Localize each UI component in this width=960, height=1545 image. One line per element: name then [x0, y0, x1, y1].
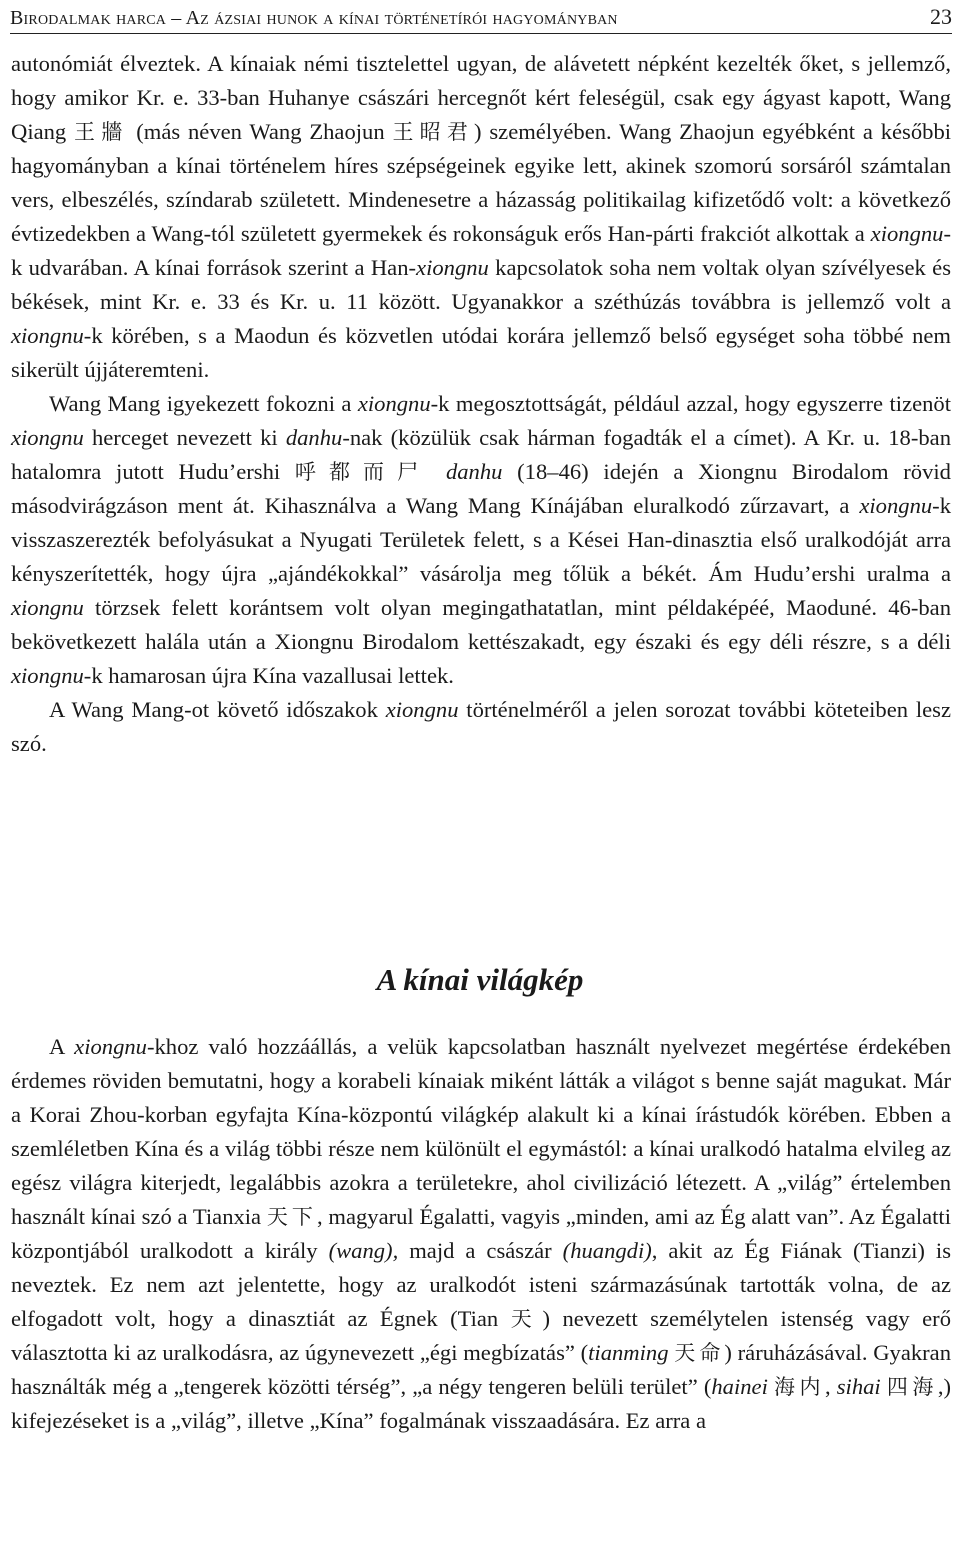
running-title: Birodalmak harca – Az ázsiai hunok a kínai történetírói hagyományban: [10, 7, 618, 29]
body-text: [11, 47, 951, 761]
page-number: 23: [930, 4, 952, 29]
chinese-characters: 海内: [774, 1375, 825, 1399]
italic-term: xiongnu: [357, 391, 431, 416]
paragraph: autonómiát élveztek. A kínaiak némi tisztelettel ugyan, de alávetett népként kezelték őket, s jellemző, hogy amikor Kr. e. 33-ban Huhanye császári hercegnőt kért feleségül, csak egy ágyast kapott, Wang Qiang 王牆 (más néven Wang Zhaojun 王昭君) személyében. Wang Zhaojun egyébként a későbbi hagyományban a kínai történelem híres szépségeinek egyike lett, akinek szomorú sorsáról számtalan vers, elbeszélés, színdarab született. Mindenesetre a házasság politikailag kifizetődő volt: a következő évtizedekben a Wang-tól született gyermekek és rokonságuk erős Han-párti frakciót alkottak a xiongnu-k udvarában. A kínai források szerint a Han-xiongnu kapcsolatok soha nem voltak olyan szívélyesek és békések, mint Kr. e. 33 és Kr. u. 11 között. Ugyanakkor a széthúzás továbbra is jellemző volt a xiongnu-k körében, s a Maodun és közvetlen utódai korára jellemző belső egységet soha többé nem sikerült újjáteremteni.: [11, 51, 952, 382]
italic-term: danhu: [445, 459, 503, 484]
italic-term: xiongnu: [74, 1034, 147, 1059]
italic-term: hainei: [711, 1374, 768, 1399]
chinese-characters: 天下: [266, 1205, 317, 1229]
chinese-characters: 天命: [674, 1341, 725, 1365]
italic-term: xiongnu: [385, 697, 459, 722]
running-header: [10, 2, 952, 34]
chinese-characters: 四海: [886, 1375, 938, 1399]
italic-term: (huangdi): [562, 1238, 652, 1263]
italic-term: xiongnu: [859, 493, 933, 518]
paragraph: A xiongnu-khoz való hozzáállás, a velük kapcsolatban használt nyelvezet megértése érdekében érdemes röviden bemutatni, hogy a korabeli kínaiak miként látták a világot s benne saját magukat. Már a Korai Zhou-korban egyfajta Kína-központú világkép alakult ki a kínai írástudók körében. Ebben a szemléletben Kína és a világ többi része nem különült el egymástól: a kínai uralkodó hatalma elvileg az egész világra kiterjedt, legalábbis azokra a területekre, ahol civilizáció létezett. A „világ” értelemben használt kínai szó a Tianxia 天下, magyarul Égalatti, vagyis „minden, ami az Ég alatt van”. Az Égalatti központjából uralkodott a király (wang), majd a császár (huangdi), akit az Ég Fiának (Tianzi) is neveztek. Ez nem azt jelentette, hogy az uralkodót isteni származásúnak tartották volna, de az elfogadott volt, hogy a dinasztiát az Égnek (Tian 天) nevezett személytelen istenség vagy erő választotta ki az uralkodásra, az úgynevezett „égi megbízatás” (tianming 天命) ráruházásával. Gyakran használták még a „tengerek közötti térség”, „a négy tengeren belüli terület” (hainei 海内, sihai 四海,) kifejezéseket is a „világ”, illetve „Kína” fogalmának visszaadására. Ez arra a: [11, 1034, 952, 1433]
italic-term: xiongnu: [870, 221, 944, 246]
italic-term: (wang),: [328, 1238, 399, 1263]
italic-term: xiongnu: [416, 255, 489, 280]
chinese-characters: 呼都而尸: [294, 460, 432, 484]
italic-term: xiongnu: [11, 595, 84, 620]
chinese-characters: 天: [510, 1307, 543, 1331]
italic-term: xiongnu: [11, 425, 84, 450]
paragraph: A Wang Mang-ot követő időszakok xiongnu történelméről a jelen sorozat további köteteiben lesz szó.: [11, 697, 951, 756]
section-heading: A kínai világkép: [376, 962, 584, 997]
paragraph: Wang Mang igyekezett fokozni a xiongnu-k megosztottságát, például azzal, hogy egyszerre tizenöt xiongnu herceget nevezett ki danhu-nak (közülük csak hárman fogadták el a címet). A Kr. u. 18-ban hatalomra jutott Hudu’ershi 呼都而尸 danhu (18–46) idején a Xiongnu Birodalom rövid másodvirágzáson ment át. Kihasználva a Wang Mang Kínájában eluralkodó zűrzavart, a xiongnu-k visszaszerezték befolyásukat a Nyugati Területek felett, s a Kései Han-dinasztia első uralkodóját arra kényszerítették, hogy újra „ajándékokkal” vásárolja meg tőlük a békét. Ám Hudu’ershi uralma a xiongnu törzsek felett korántsem volt olyan megingathatatlan, mint példaképéé, Maoduné. 46-ban bekövetkezett halála után a Xiongnu Birodalom kettészakadt, egy északi és egy déli részre, s a déli xiongnu-k hamarosan újra Kína vazallusai lettek.: [11, 391, 952, 688]
italic-term: tianming: [588, 1340, 669, 1365]
chinese-characters: 王昭君: [392, 120, 475, 144]
italic-term: danhu: [285, 425, 343, 450]
chinese-characters: 王牆: [74, 120, 129, 144]
italic-term: xiongnu: [11, 663, 84, 688]
italic-term: xiongnu: [11, 323, 84, 348]
italic-term: sihai: [836, 1374, 881, 1399]
section-text: [11, 1030, 951, 1438]
